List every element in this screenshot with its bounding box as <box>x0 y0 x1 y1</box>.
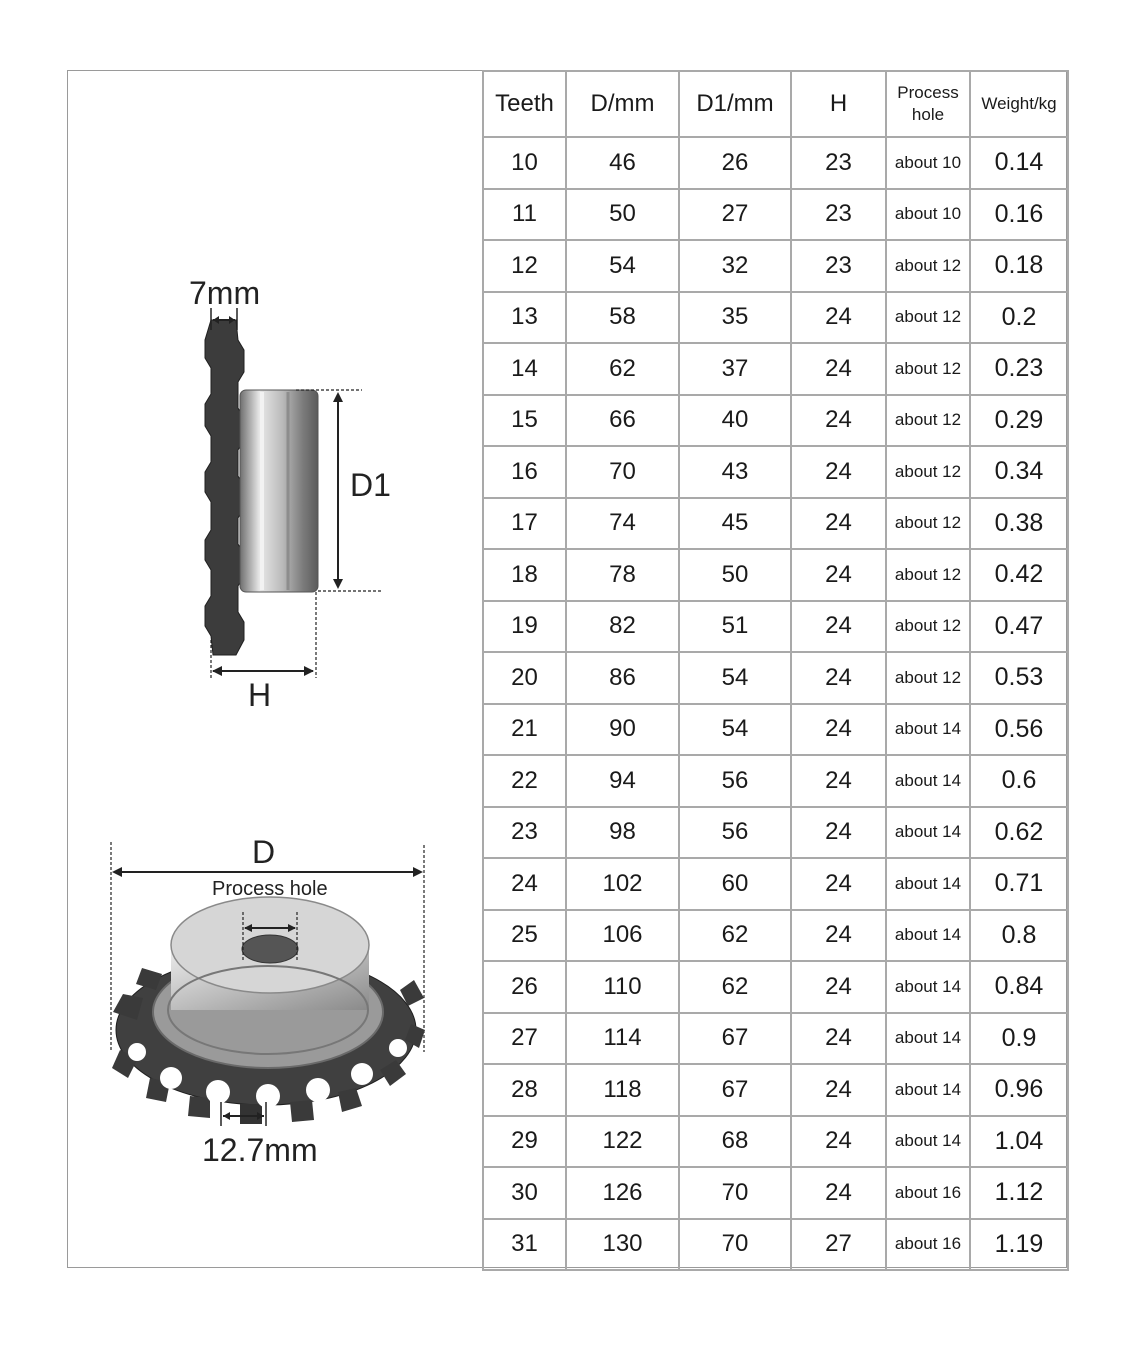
cell-teeth: 17 <box>483 498 566 550</box>
cell-process-hole: about 16 <box>886 1167 970 1219</box>
cell-process-hole: about 14 <box>886 704 970 756</box>
cell-d1: 54 <box>679 704 791 756</box>
table-row <box>483 858 1068 910</box>
cell-d: 74 <box>566 498 679 550</box>
cell-weight: 0.2 <box>970 292 1068 344</box>
cell-d1: 51 <box>679 601 791 653</box>
table-row <box>483 498 1068 550</box>
cell-d: 50 <box>566 189 679 241</box>
cell-teeth: 27 <box>483 1013 566 1065</box>
header-d1: D1/mm <box>679 71 791 137</box>
cell-d1: 54 <box>679 652 791 704</box>
cell-teeth: 13 <box>483 292 566 344</box>
table-row <box>483 292 1068 344</box>
hub-diameter-label: D1 <box>350 467 391 503</box>
cell-teeth: 30 <box>483 1167 566 1219</box>
cell-d1: 27 <box>679 189 791 241</box>
table-row <box>483 652 1068 704</box>
cell-h: 24 <box>791 292 886 344</box>
cell-teeth: 11 <box>483 189 566 241</box>
cell-d: 78 <box>566 549 679 601</box>
cell-h: 24 <box>791 910 886 962</box>
process-hole-shape <box>242 935 298 963</box>
cell-h: 24 <box>791 807 886 859</box>
cell-teeth: 22 <box>483 755 566 807</box>
cell-process-hole: about 12 <box>886 240 970 292</box>
cell-teeth: 24 <box>483 858 566 910</box>
cell-teeth: 28 <box>483 1064 566 1116</box>
header-process-hole: Process hole <box>886 71 970 137</box>
cell-weight: 1.19 <box>970 1219 1068 1271</box>
outer-diameter-label: D <box>252 834 276 870</box>
cell-d: 46 <box>566 137 679 189</box>
table-row <box>483 910 1068 962</box>
cell-d1: 45 <box>679 498 791 550</box>
cell-process-hole: about 14 <box>886 1116 970 1168</box>
cell-weight: 0.47 <box>970 601 1068 653</box>
cell-weight: 0.18 <box>970 240 1068 292</box>
cell-d: 94 <box>566 755 679 807</box>
cell-h: 24 <box>791 858 886 910</box>
cell-process-hole: about 10 <box>886 189 970 241</box>
cell-weight: 0.38 <box>970 498 1068 550</box>
cell-d1: 62 <box>679 961 791 1013</box>
table-row <box>483 549 1068 601</box>
cell-teeth: 20 <box>483 652 566 704</box>
cell-weight: 1.12 <box>970 1167 1068 1219</box>
cell-d: 62 <box>566 343 679 395</box>
cell-d: 66 <box>566 395 679 447</box>
cell-d: 102 <box>566 858 679 910</box>
cell-d: 58 <box>566 292 679 344</box>
cell-d: 54 <box>566 240 679 292</box>
cell-process-hole: about 14 <box>886 961 970 1013</box>
table-row <box>483 755 1068 807</box>
cell-weight: 0.23 <box>970 343 1068 395</box>
cell-h: 24 <box>791 601 886 653</box>
cell-d: 126 <box>566 1167 679 1219</box>
cell-d: 114 <box>566 1013 679 1065</box>
table-row <box>483 1064 1068 1116</box>
cell-h: 24 <box>791 652 886 704</box>
cell-d: 82 <box>566 601 679 653</box>
cell-d1: 68 <box>679 1116 791 1168</box>
cell-teeth: 26 <box>483 961 566 1013</box>
cell-process-hole: about 14 <box>886 1064 970 1116</box>
cell-h: 24 <box>791 1064 886 1116</box>
cell-teeth: 19 <box>483 601 566 653</box>
header-h: H <box>791 71 886 137</box>
table-row <box>483 1167 1068 1219</box>
pitch-label: 12.7mm <box>202 1132 318 1168</box>
cell-weight: 0.34 <box>970 446 1068 498</box>
cell-d: 110 <box>566 961 679 1013</box>
cell-h: 24 <box>791 549 886 601</box>
cell-weight: 0.84 <box>970 961 1068 1013</box>
cell-teeth: 12 <box>483 240 566 292</box>
cell-weight: 0.14 <box>970 137 1068 189</box>
cell-d1: 70 <box>679 1219 791 1271</box>
cell-h: 24 <box>791 343 886 395</box>
process-hole-label: Process hole <box>212 878 328 900</box>
cell-process-hole: about 12 <box>886 343 970 395</box>
table-row <box>483 189 1068 241</box>
table-body <box>483 137 1068 1270</box>
cell-weight: 1.04 <box>970 1116 1068 1168</box>
cell-h: 27 <box>791 1219 886 1271</box>
table-row <box>483 961 1068 1013</box>
cell-d1: 35 <box>679 292 791 344</box>
hub-height-label: H <box>248 677 272 713</box>
cell-h: 24 <box>791 1167 886 1219</box>
cell-h: 24 <box>791 395 886 447</box>
cell-process-hole: about 12 <box>886 292 970 344</box>
header-weight: Weight/kg <box>970 71 1068 137</box>
cell-weight: 0.9 <box>970 1013 1068 1065</box>
cell-h: 24 <box>791 498 886 550</box>
cell-process-hole: about 12 <box>886 395 970 447</box>
cell-d: 118 <box>566 1064 679 1116</box>
cell-d: 130 <box>566 1219 679 1271</box>
cell-d1: 60 <box>679 858 791 910</box>
cell-weight: 0.29 <box>970 395 1068 447</box>
tooth-width-label: 7mm <box>189 275 261 311</box>
cell-process-hole: about 14 <box>886 1013 970 1065</box>
cell-weight: 0.71 <box>970 858 1068 910</box>
cell-d: 98 <box>566 807 679 859</box>
table-row <box>483 1219 1068 1271</box>
cell-teeth: 29 <box>483 1116 566 1168</box>
table-row <box>483 1116 1068 1168</box>
cell-process-hole: about 16 <box>886 1219 970 1271</box>
table-row <box>483 137 1068 189</box>
cell-weight: 0.6 <box>970 755 1068 807</box>
table-row <box>483 807 1068 859</box>
cell-h: 24 <box>791 961 886 1013</box>
cell-process-hole: about 14 <box>886 807 970 859</box>
cell-teeth: 15 <box>483 395 566 447</box>
cell-teeth: 14 <box>483 343 566 395</box>
cell-d1: 43 <box>679 446 791 498</box>
table-header-row <box>483 71 1068 137</box>
cell-teeth: 18 <box>483 549 566 601</box>
cell-h: 24 <box>791 446 886 498</box>
cell-process-hole: about 12 <box>886 498 970 550</box>
cell-teeth: 25 <box>483 910 566 962</box>
header-teeth: Teeth <box>483 71 566 137</box>
cell-weight: 0.96 <box>970 1064 1068 1116</box>
cell-process-hole: about 12 <box>886 652 970 704</box>
cell-process-hole: about 12 <box>886 601 970 653</box>
cell-process-hole: about 14 <box>886 858 970 910</box>
cell-teeth: 23 <box>483 807 566 859</box>
cell-d: 86 <box>566 652 679 704</box>
table-row <box>483 240 1068 292</box>
table-row <box>483 446 1068 498</box>
cell-d1: 56 <box>679 755 791 807</box>
cell-d1: 56 <box>679 807 791 859</box>
header-d: D/mm <box>566 71 679 137</box>
cell-d1: 40 <box>679 395 791 447</box>
cell-h: 24 <box>791 1013 886 1065</box>
cell-teeth: 31 <box>483 1219 566 1271</box>
spec-table <box>482 70 1069 1271</box>
table-row <box>483 343 1068 395</box>
hub-body <box>240 390 318 592</box>
table-row <box>483 1013 1068 1065</box>
cell-d1: 70 <box>679 1167 791 1219</box>
cell-d: 90 <box>566 704 679 756</box>
cell-h: 24 <box>791 704 886 756</box>
cell-d1: 26 <box>679 137 791 189</box>
cell-process-hole: about 14 <box>886 910 970 962</box>
cell-teeth: 10 <box>483 137 566 189</box>
table-row <box>483 395 1068 447</box>
cell-d1: 50 <box>679 549 791 601</box>
cell-d1: 32 <box>679 240 791 292</box>
cell-d1: 67 <box>679 1064 791 1116</box>
cell-d: 70 <box>566 446 679 498</box>
cell-d1: 37 <box>679 343 791 395</box>
cell-d: 122 <box>566 1116 679 1168</box>
cell-teeth: 16 <box>483 446 566 498</box>
cell-h: 23 <box>791 137 886 189</box>
table-row <box>483 601 1068 653</box>
cell-weight: 0.42 <box>970 549 1068 601</box>
cell-weight: 0.16 <box>970 189 1068 241</box>
table-row <box>483 704 1068 756</box>
cell-process-hole: about 14 <box>886 755 970 807</box>
cell-process-hole: about 10 <box>886 137 970 189</box>
cell-d1: 67 <box>679 1013 791 1065</box>
cell-process-hole: about 12 <box>886 446 970 498</box>
cell-h: 24 <box>791 755 886 807</box>
cell-d1: 62 <box>679 910 791 962</box>
cell-h: 23 <box>791 189 886 241</box>
cell-h: 24 <box>791 1116 886 1168</box>
tooth-plate <box>205 320 244 655</box>
cell-teeth: 21 <box>483 704 566 756</box>
cell-d: 106 <box>566 910 679 962</box>
cell-weight: 0.53 <box>970 652 1068 704</box>
cell-weight: 0.8 <box>970 910 1068 962</box>
cell-weight: 0.62 <box>970 807 1068 859</box>
cell-weight: 0.56 <box>970 704 1068 756</box>
cell-process-hole: about 12 <box>886 549 970 601</box>
cell-h: 23 <box>791 240 886 292</box>
